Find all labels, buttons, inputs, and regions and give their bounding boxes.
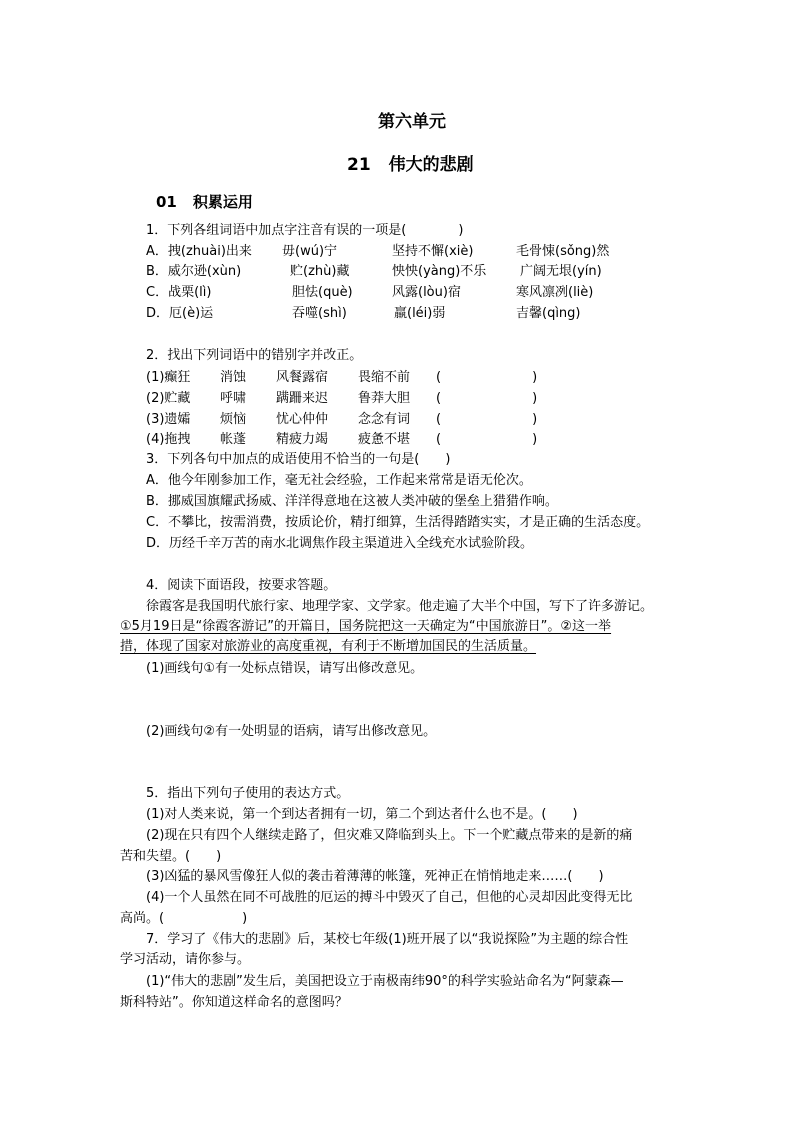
q4-paragraph-line3: 措，体现了国家对旅游业的高度重视，有利于不断增加国民的生活质量。 xyxy=(120,639,537,654)
q2-r4-c4: 疲惫不堪 xyxy=(358,432,411,447)
q2-r2-c1: (2)贮藏 xyxy=(146,391,191,406)
q2-r1-c3: 风餐露宿 xyxy=(276,370,329,385)
q3-option-d: D．历经千辛万苦的南水北调焦作段主渠道进入全线充水试验阶段。 xyxy=(146,536,534,551)
q5-sentence-1: (1)对人类来说，第一个到达者拥有一切，第二个到达者什么也不是。( ) xyxy=(146,807,578,822)
q2-r2-c2: 呼啸 xyxy=(220,391,247,406)
q1-stem: 1．下列各组词语中加点字注音有误的一项是( ) xyxy=(146,223,464,238)
q1-c-4: 寒风凛冽(liè) xyxy=(516,285,594,300)
q1-c-2: 胆怯(què) xyxy=(292,285,353,300)
q7-stem-line2: 学习活动，请你参与。 xyxy=(120,952,251,967)
q2-r4-c3: 精疲力竭 xyxy=(276,432,329,447)
lesson-title xyxy=(347,150,474,175)
q1-b-4: 广阔无垠(yín) xyxy=(520,264,602,279)
q1-d-4: 吉馨(qìng) xyxy=(516,306,581,321)
q5-stem: 5．指出下列句子使用的表达方式。 xyxy=(146,786,350,801)
q1-b-1: B．威尔逊(xùn) xyxy=(146,264,242,279)
q1-b-3: 怏怏(yàng)不乐 xyxy=(392,264,487,279)
q1-a-3: 坚持不懈(xiè) xyxy=(392,244,474,259)
q5-sentence-4-line2: 高尚。( ) xyxy=(120,911,248,926)
q1-d-2: 吞噬(shì) xyxy=(292,306,347,321)
q2-r3-c4: 念念有词 xyxy=(358,412,411,427)
q2-r2-c4: 鲁莽大胆 xyxy=(358,391,411,406)
q7-sub1-line1: (1)“伟大的悲剧”发生后，美国把设立于南极南纬90°的科学实验站命名为“阿蒙森— xyxy=(146,974,624,989)
q3-option-a: A．他今年刚参加工作，毫无社会经验，工作起来常常是语无伦次。 xyxy=(146,473,532,488)
q4-paragraph-line1: 徐霞客是我国明代旅行家、地理学家、文学家。他走遍了大半个中国，写下了许多游记。 xyxy=(146,599,654,614)
q4-sub2: (2)画线句②有一处明显的语病，请写出修改意见。 xyxy=(146,724,437,739)
q1-c-1: C．战栗(lì) xyxy=(146,285,212,300)
unit-title: 第六单元 xyxy=(378,112,446,132)
q1-a-1: A．拽(zhuài)出来 xyxy=(146,244,252,259)
q1-a-2: 毋(wú)宁 xyxy=(282,244,338,259)
q2-r2-blank[interactable]: ( ) xyxy=(436,391,538,406)
q2-r2-c3: 蹒跚来迟 xyxy=(276,391,329,406)
q1-b-2: 贮(zhù)藏 xyxy=(290,264,350,279)
q2-r3-c1: (3)遗孀 xyxy=(146,412,191,427)
q5-sentence-2-line1: (2)现在只有四个人继续走路了，但灾难又降临到头上。下一个贮藏点带来的是新的痛 xyxy=(146,828,633,843)
q1-c-3: 风露(lòu)宿 xyxy=(392,285,461,300)
q2-r4-c1: (4)拖拽 xyxy=(146,432,191,447)
lesson-number: 21 xyxy=(347,155,371,175)
q2-r1-c2: 消蚀 xyxy=(220,370,247,385)
q2-r1-c1: (1)癫狂 xyxy=(146,370,191,385)
q2-r1-blank[interactable]: ( ) xyxy=(436,370,538,385)
q1-d-1: D．厄(è)运 xyxy=(146,306,214,321)
q3-option-b: B．挪威国旗耀武扬威、洋洋得意地在这被人类冲破的堡垒上猎猎作响。 xyxy=(146,494,558,509)
q4-sub1: (1)画线句①有一处标点错误，请写出修改意见。 xyxy=(146,661,424,676)
q7-stem-line1: 7．学习了《伟大的悲剧》后，某校七年级(1)班开展了以“我说探险”为主题的综合性 xyxy=(146,932,629,947)
q2-r3-c3: 忧心仲仲 xyxy=(276,412,329,427)
section-name: 积累运用 xyxy=(192,193,253,211)
q5-sentence-4-line1: (4)一个人虽然在同不可战胜的厄运的搏斗中毁灭了自己，但他的心灵却因此变得无比 xyxy=(146,890,633,905)
q2-stem: 2．找出下列词语中的错别字并改正。 xyxy=(146,348,363,363)
section-number: 01 xyxy=(156,193,177,211)
q2-r4-blank[interactable]: ( ) xyxy=(436,432,538,447)
q3-stem: 3．下列各句中加点的成语使用不恰当的一句是( ) xyxy=(146,452,451,467)
q2-r1-c4: 畏缩不前 xyxy=(358,370,411,385)
q2-r3-c2: 烦恼 xyxy=(220,412,247,427)
q1-d-3: 羸(léi)弱 xyxy=(394,306,446,321)
section-heading xyxy=(156,191,253,212)
q5-sentence-3: (3)凶猛的暴风雪像狂人似的袭击着薄薄的帐篷，死神正在悄悄地走来……( ) xyxy=(146,869,604,884)
q1-a-4: 毛骨悚(sǒng)然 xyxy=(516,244,610,259)
q4-stem: 4．阅读下面语段，按要求答题。 xyxy=(146,578,337,593)
q7-sub1-line2: 斯科特站”。你知道这样命名的意图吗？ xyxy=(120,995,348,1010)
q2-r3-blank[interactable]: ( ) xyxy=(436,412,538,427)
lesson-name: 伟大的悲剧 xyxy=(388,155,474,175)
q3-option-c: C．不攀比，按需消费，按质论价，精打细算，生活得踏踏实实，才是正确的生活态度。 xyxy=(146,515,650,530)
q2-r4-c2: 帐蓬 xyxy=(220,432,247,447)
q5-sentence-2-line2: 苦和失望。( ) xyxy=(120,849,222,864)
q4-paragraph-line2: ①5月19日是“徐霞客游记”的开篇日，国务院把这一天确定为“中国旅游日”。②这一举 xyxy=(120,619,612,634)
